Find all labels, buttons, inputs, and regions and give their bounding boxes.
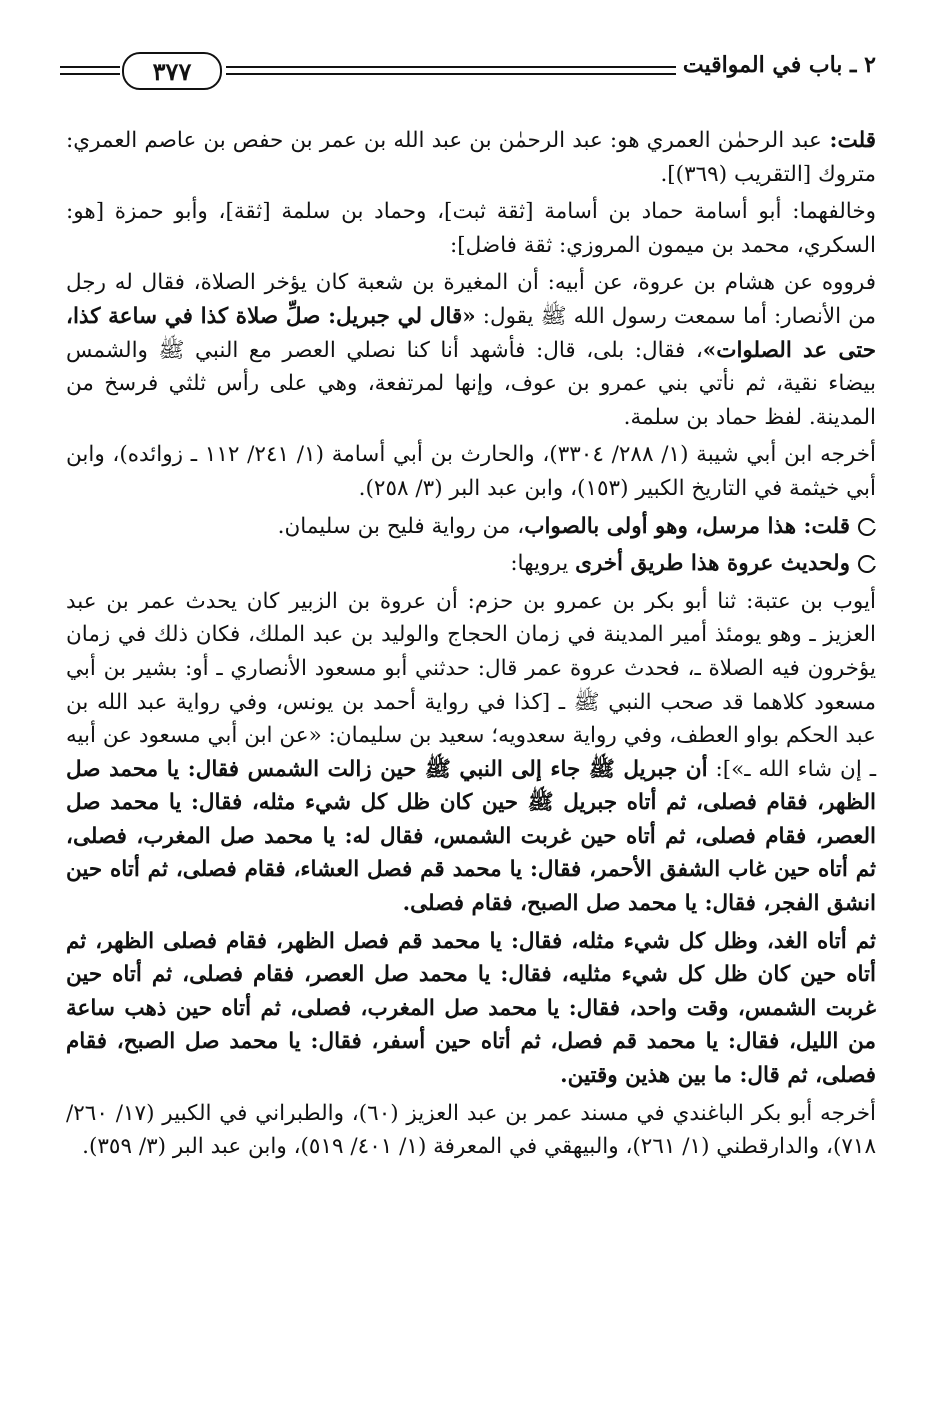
text: أخرجه أبو بكر الباغندي في مسند عمر بن عبد العزيز (٦٠)، والطبراني في الكبير (١٧/ ٢٦٠/ ٧١٨)، والدارقطني (١/ ٢٦١)، والبيهقي في المعرفة (١/ ٤٠١/ ٥١٩)، وابن عبد البر (٣/ ٣٥٩). — [66, 1100, 877, 1160]
bullet-icon — [858, 555, 876, 573]
text: وخالفهما: أبو أسامة حماد بن أسامة [ثقة ثبت]، وحماد بن سلمة [ثقة]، وأبو حمزة [هو: السكري، محمد بن ميمون المروزي: ثقة فاضل]: — [66, 199, 876, 258]
paragraph — [66, 547, 876, 581]
paragraph — [66, 1097, 876, 1164]
header-rule-top — [226, 66, 676, 68]
page-number-box — [122, 52, 222, 90]
paragraph — [66, 124, 876, 191]
text: أخرجه ابن أبي شيبة (١/ ٢٨٨/ ٣٣٠٤)، والحارث بن أبي أسامة (١/ ٢٤١/ ١١٢ ـ زوائده)، وابن أبي خيثمة في التاريخ الكبير (١٥٣)، وابن عبد البر (٣/ ٢٥٨). — [66, 442, 877, 501]
header-rule-bottom — [226, 73, 676, 75]
bold-text: أن جبريل ﷺ جاء إلى النبي ﷺ حين زالت الشمس فقال: يا محمد صل الظهر، فقام فصلى، ثم أتاه جبريل ﷺ حين كان ظل كل شيء مثله، فقال: يا محمد صل العصر، فقام فصلى، ثم أتاه حين غربت الشمس، فقال له: يا محمد صل المغرب، فصلى، ثم أتاه حين غاب الشفق الأحمر، فقال: يا محمد قم فصل العشاء، فقام فصلى، ثم أتاه حين انشق الفجر، فقال: يا محمد صل الصبح، فقام فصلى. — [66, 756, 876, 917]
text: ، من رواية فليح بن سليمان. — [277, 513, 525, 539]
header-rule-left-bottom — [60, 73, 120, 75]
bullet-icon — [858, 518, 876, 536]
text: فرووه عن هشام بن عروة، عن أبيه: أن المغيرة بن شعبة كان يؤخر الصلاة، فقال له رجل من الأنصار: أما سمعت رسول الله ﷺ يقول: — [66, 270, 876, 329]
main-text — [66, 124, 876, 1168]
bold-text: قلت: هذا مرسل، وهو أولى بالصواب — [524, 513, 850, 539]
text: ، فقال: بلى، قال: فأشهد أنا كنا نصلي العصر مع النبي ﷺ والشمس بيضاء نقية، ثم نأتي بني عمرو بن عوف، وإنها لمرتفعة، وهي على رأس ثلثي فرسخ من المدينة. لفظ حماد بن سلمة. — [66, 337, 876, 430]
page-header — [60, 40, 876, 100]
paragraph — [66, 195, 876, 262]
text: يرويها: — [510, 551, 576, 577]
chapter-title: ٢ ـ باب في المواقيت — [682, 52, 876, 78]
paragraph — [66, 510, 876, 544]
paragraph — [66, 925, 876, 1093]
page-number: ٣٧٧ — [152, 56, 192, 86]
bold-text: قلت: — [821, 128, 877, 153]
text: عبد الرحمٰن العمري هو: عبد الرحمٰن بن عبد الله بن عمر بن حفص بن عاصم العمري: متروك [التقريب (٣٦٩)]. — [66, 128, 876, 187]
bold-text: ثم أتاه الغد، وظل كل شيء مثله، فقال: يا محمد قم فصل الظهر، فقام فصلى الظهر، ثم أتاه حين كان ظل كل شيء مثليه، فقال: يا محمد صل العصر، فقام فصلى، ثم أتاه حين غربت الشمس، وقت واحد، فقال: يا محمد صل المغرب، فصلى، ثم أتاه حين ذهب ساعة من الليل، فقال: يا محمد قم فصل، ثم أتاه حين أسفر، فقال: يا محمد صل الصبح، فقام فصلى، ثم قال: ما بين هذين وقتين. — [66, 928, 876, 1089]
bold-text: ولحديث عروة هذا طريق أخرى — [575, 551, 850, 577]
text: أيوب بن عتبة: ثنا أبو بكر بن عمرو بن حزم: أن عروة بن الزبير كان يحدث عمر بن عبد العزيز ـ وهو يومئذ أمير المدينة في زمان الحجاج والوليد بن عبد الملك، فكان ذلك في زمان يؤخرون فيه الصلاة ـ، فحدث عروة عمر قال: حدثني أبو مسعود الأنصاري ـ أو: بشير بن أبي مسعود كلاهما قد صحب النبي ﷺ ـ [كذا في رواية أحمد بن يونس، وفي رواية عبد الله بن عبد الحكم بواو العطف، وفي رواية سعدويه؛ سعيد بن سليمان: «عن ابن أبي مسعود عن أبيه ـ إن شاء الله ـ»]: — [66, 588, 876, 782]
header-rule-left-top — [60, 66, 120, 68]
paragraph — [66, 266, 876, 434]
paragraph — [66, 438, 876, 505]
bold-text: «قال لي جبريل: صلِّ صلاة كذا في ساعة كذا، حتى عد الصلوات» — [66, 303, 877, 363]
paragraph — [66, 585, 876, 921]
